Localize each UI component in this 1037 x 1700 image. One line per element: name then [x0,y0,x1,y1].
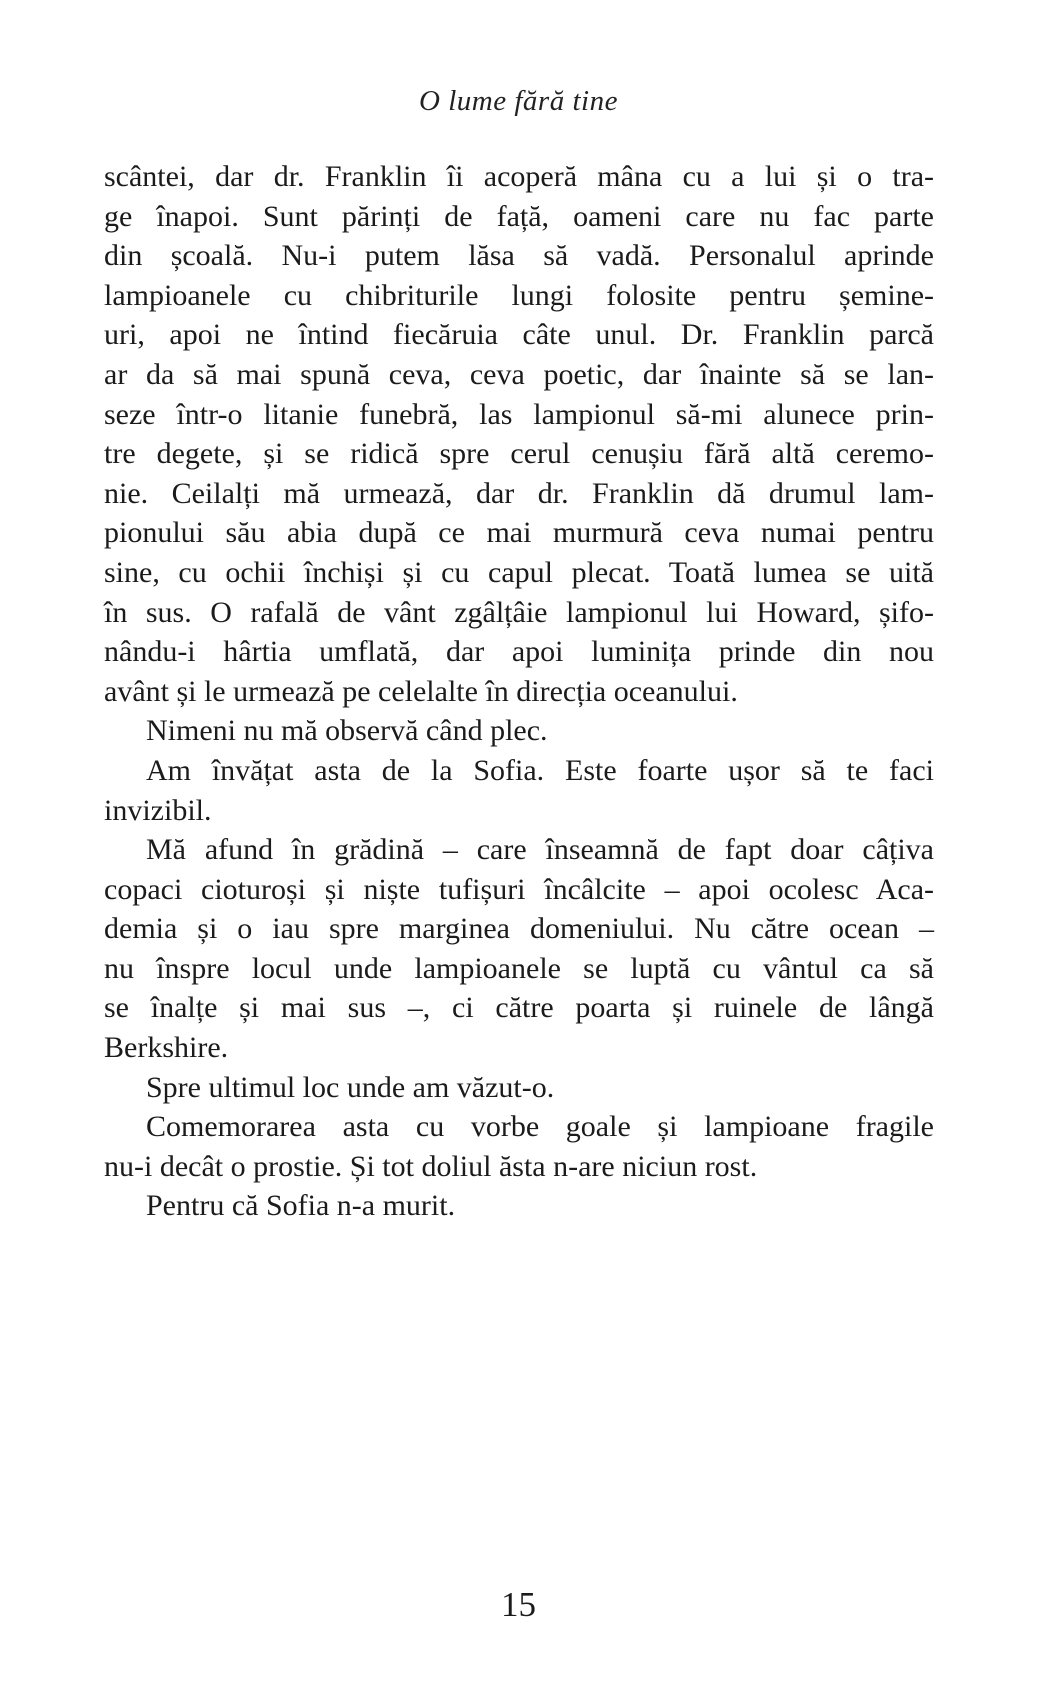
text-line: se înalțe și mai sus –, ci către poarta și ruinele de lângă [104,991,934,1025]
text-line: Berkshire. [104,1031,229,1065]
text-line: scântei, dar dr. Franklin îi acoperă mâna cu a lui și o tra- [104,160,934,193]
text-line: copaci cioturoși și niște tufișuri încâlcite – apoi ocolesc Aca- [104,872,934,906]
text-line: Mă afund în grădină – care înseamnă de fapt doar câțiva [146,833,934,867]
paragraph [104,157,934,711]
text-line: sine, cu ochii închiși și cu capul plecat. Toată lumea se uită [104,555,934,589]
text-line: în sus. O rafală de vânt zgâlțâie lampionul lui Howard, șifo- [104,595,934,629]
text-line: ge înapoi. Sunt părinți de față, oameni care nu fac parte [104,199,934,233]
body-text [104,157,934,1226]
text-line: uri, apoi ne întind fiecăruia câte unul. Dr. Franklin parcă [104,318,934,352]
text-line: lampioanele cu chibriturile lungi folosite pentru șemine- [104,278,934,312]
text-line: Am învățat asta de la Sofia. Este foarte ușor să te faci [146,753,934,787]
text-line: Pentru că Sofia n-a murit. [146,1189,456,1223]
paragraph [104,830,934,1068]
text-line: avânt și le urmează pe celelalte în direcția oceanului. [104,674,738,708]
paragraph [104,751,934,830]
text-line: nu înspre locul unde lampioanele se luptă cu vântul ca să [104,951,934,985]
text-line: seze într-o litanie funebră, las lampionul să-mi alunece prin- [104,397,934,431]
paragraph [104,1107,934,1186]
text-line: Comemorarea asta cu vorbe goale și lampioane fragile [146,1110,934,1144]
text-line: demia și o iau spre marginea domeniului. Nu către ocean – [104,912,934,946]
paragraph [104,711,934,751]
text-line: Nimeni nu mă observă când plec. [146,714,548,748]
text-line: Spre ultimul loc unde am văzut-o. [146,1070,555,1104]
paragraph [104,1068,934,1108]
text-line: pionului său abia după ce mai murmură ceva numai pentru [104,516,934,550]
text-line: nându-i hârtia umflată, dar apoi luminița prinde din nou [104,635,934,669]
running-header: O lume fără tine [419,85,618,117]
page-number: 15 [501,1585,536,1624]
paragraph [104,1186,934,1226]
text-line: invizibil. [104,793,212,827]
text-line: nie. Ceilalți mă urmează, dar dr. Franklin dă drumul lam- [104,476,934,510]
text-line: ar da să mai spună ceva, ceva poetic, dar înainte să se lan- [104,357,934,391]
text-line: nu-i decât o prostie. Și tot doliul ăsta n-are niciun rost. [104,1149,758,1183]
text-line: tre degete, și se ridică spre cerul cenușiu fără altă ceremo- [104,437,934,471]
text-line: din școală. Nu-i putem lăsa să vadă. Personalul aprinde [104,239,934,273]
